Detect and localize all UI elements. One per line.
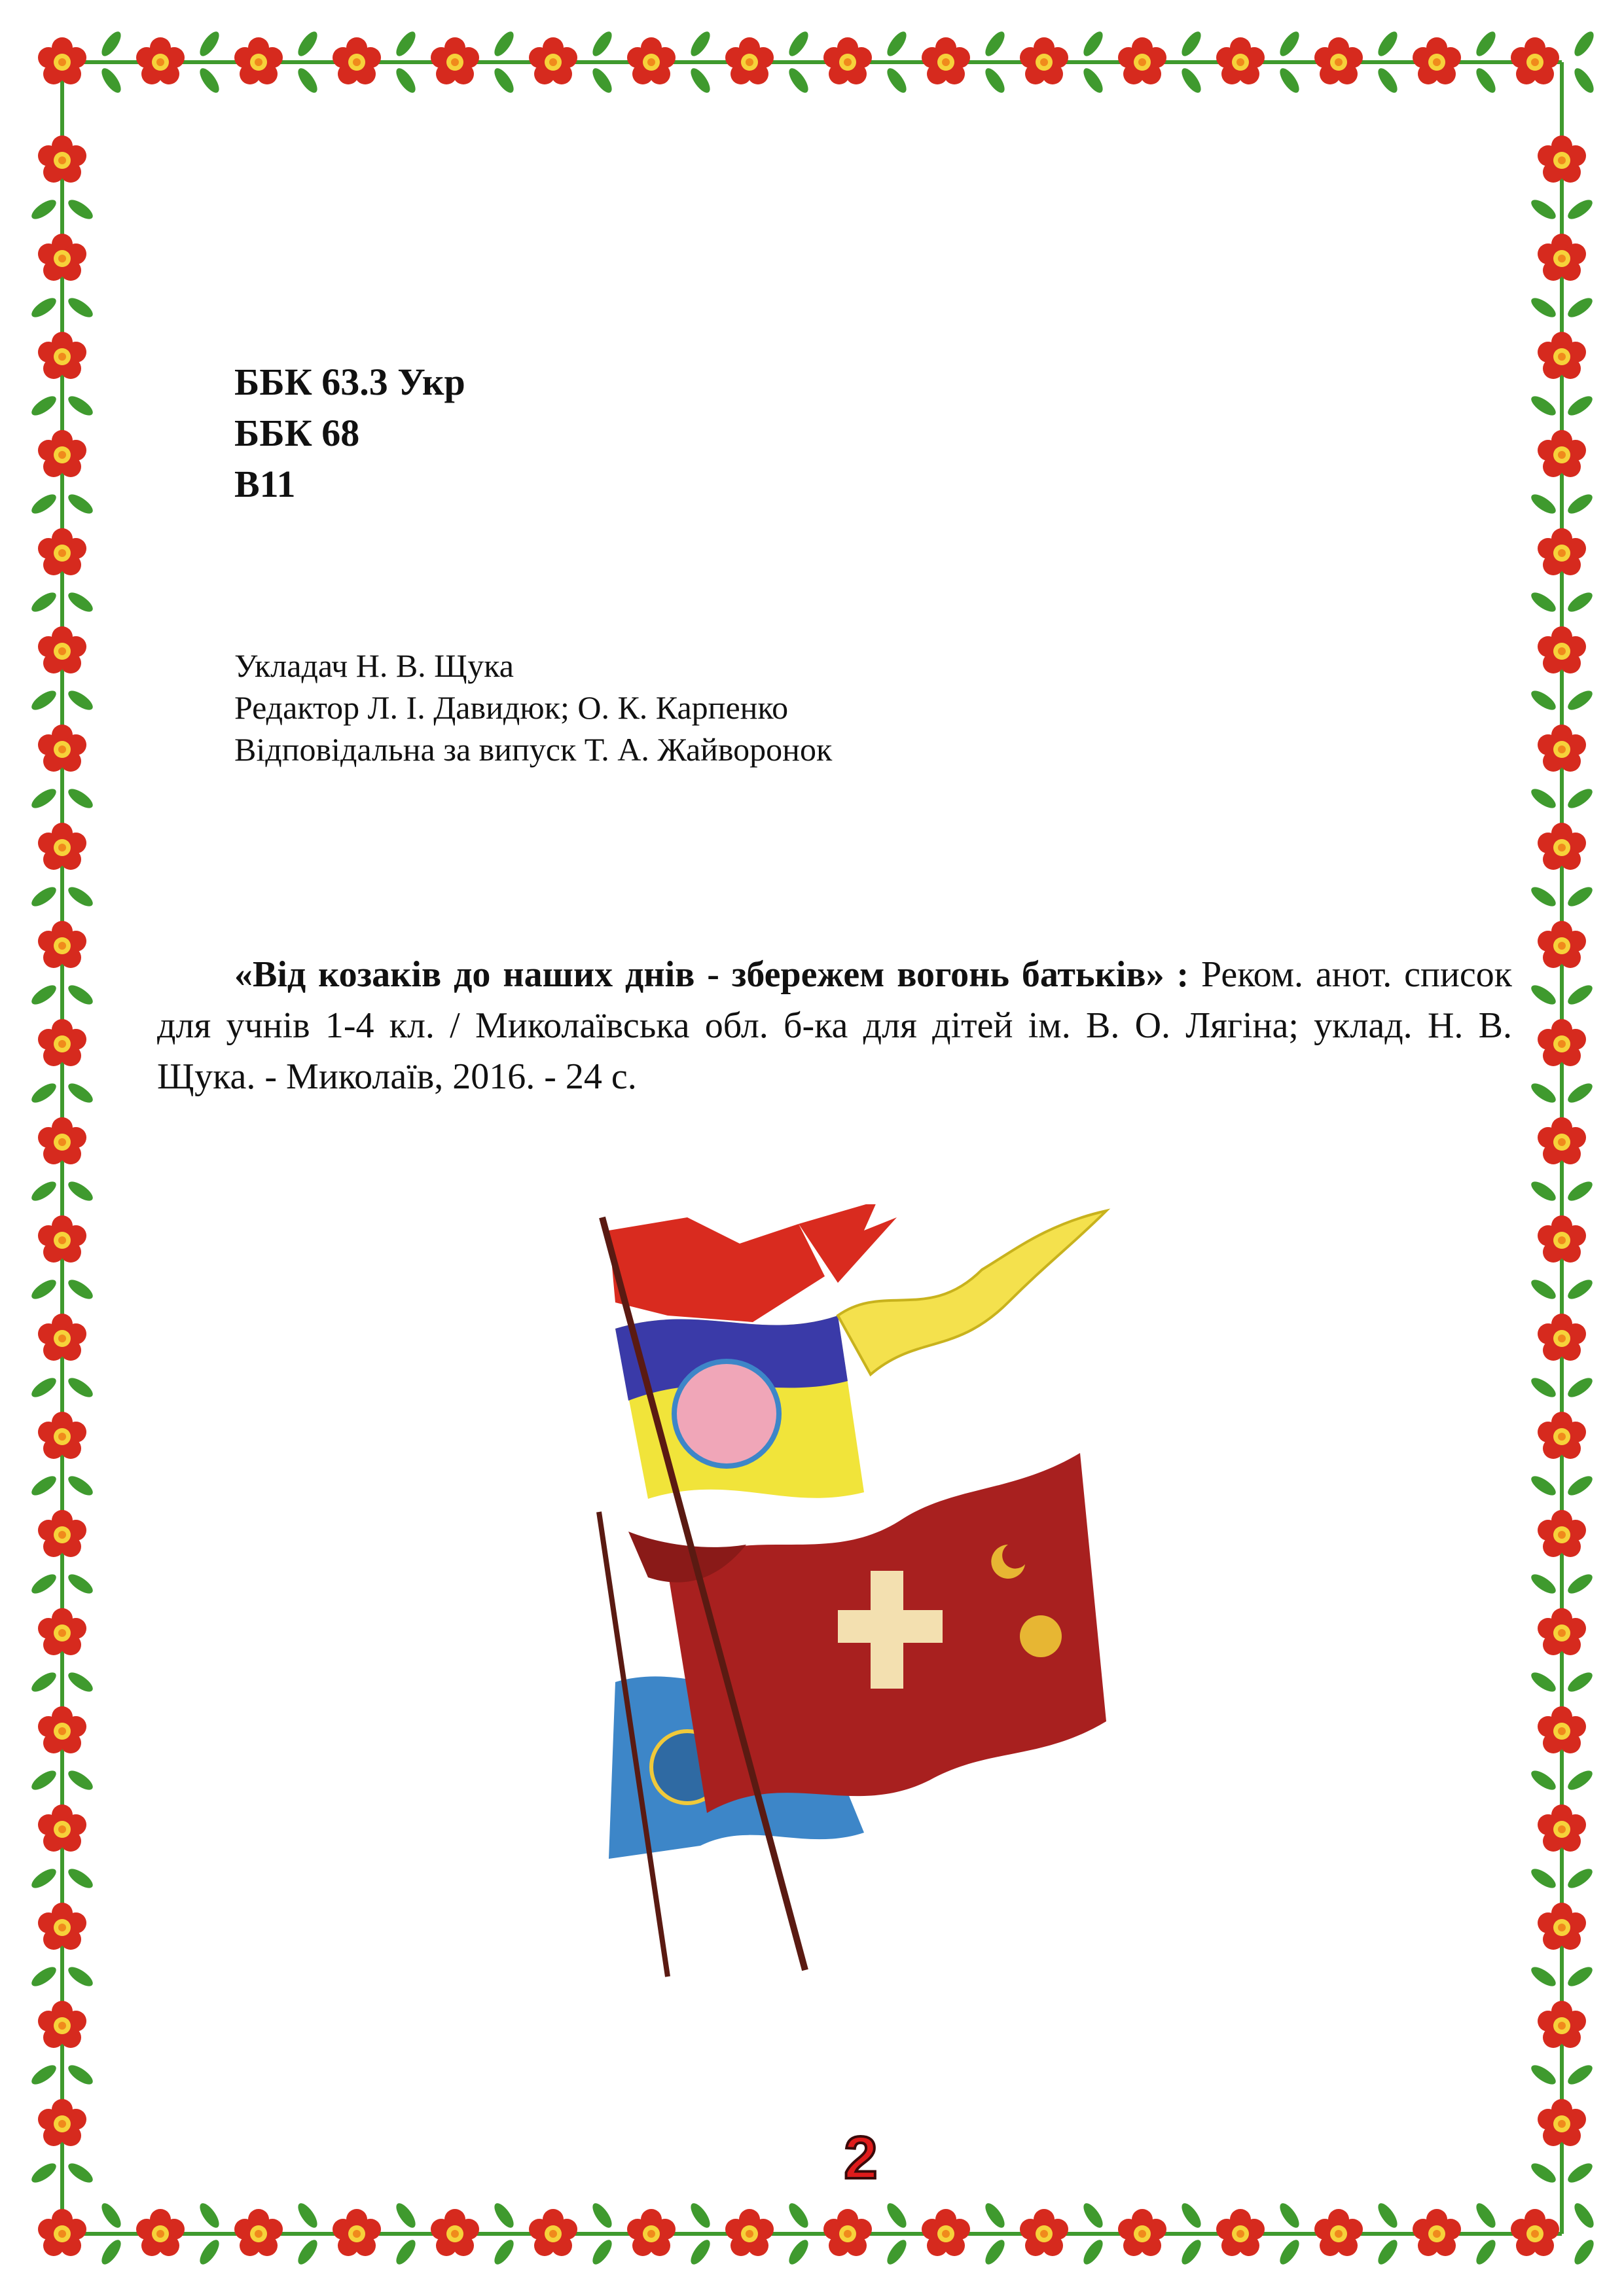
border-leaf xyxy=(1528,491,1559,517)
border-flower xyxy=(38,1117,86,1164)
border-leaf xyxy=(98,2237,124,2267)
border-leaf xyxy=(295,2200,321,2231)
border-flower xyxy=(1538,1117,1586,1164)
border-leaf xyxy=(65,491,96,517)
border-flower xyxy=(234,2209,283,2256)
border-leaf xyxy=(1276,29,1303,59)
border-flower xyxy=(1538,1019,1586,1066)
border-leaf xyxy=(491,29,517,59)
border-leaf xyxy=(1473,29,1499,59)
border-flower xyxy=(922,37,970,84)
border-leaf xyxy=(1080,2237,1106,2267)
border-leaf xyxy=(1528,196,1559,223)
border-leaf xyxy=(29,491,59,517)
border-leaf xyxy=(1528,393,1559,419)
border-flower xyxy=(136,2209,185,2256)
border-leaf xyxy=(29,393,59,419)
border-leaf xyxy=(1528,2062,1559,2088)
border-flower xyxy=(38,528,86,575)
border-leaf xyxy=(1528,1669,1559,1695)
border-leaf xyxy=(1528,1473,1559,1499)
border-leaf xyxy=(687,2237,713,2267)
border-leaf xyxy=(884,65,910,96)
border-leaf xyxy=(98,2200,124,2231)
border-leaf xyxy=(65,2062,96,2088)
border-leaf xyxy=(1565,295,1595,321)
border-flower xyxy=(1216,2209,1265,2256)
border-flower xyxy=(1538,528,1586,575)
border-leaf xyxy=(1565,982,1595,1008)
border-leaf xyxy=(1528,1865,1559,1892)
border-leaf xyxy=(65,589,96,615)
border-leaf xyxy=(29,295,59,321)
border-leaf xyxy=(29,196,59,223)
border-flower xyxy=(38,332,86,379)
border-leaf xyxy=(785,2237,812,2267)
border-leaf xyxy=(785,29,812,59)
border-leaf xyxy=(65,1865,96,1892)
border-leaf xyxy=(1565,393,1595,419)
compiler-line: Укладач Н. В. Щука xyxy=(234,647,514,684)
border-leaf xyxy=(1178,29,1204,59)
border-leaf xyxy=(589,2200,615,2231)
border-flower xyxy=(38,2099,86,2146)
border-leaf xyxy=(1473,2200,1499,2231)
border-leaf xyxy=(196,29,223,59)
border-leaf xyxy=(29,1276,59,1302)
border-leaf xyxy=(65,1374,96,1401)
border-leaf xyxy=(1565,589,1595,615)
border-leaf xyxy=(65,1178,96,1204)
border-flower xyxy=(136,37,185,84)
border-leaf xyxy=(687,29,713,59)
border-leaf xyxy=(29,1571,59,1597)
border-leaf xyxy=(65,393,96,419)
border-flower xyxy=(1314,2209,1363,2256)
border-leaf xyxy=(1375,2237,1401,2267)
border-leaf xyxy=(1528,982,1559,1008)
border-leaf xyxy=(1565,1571,1595,1597)
border-flower xyxy=(529,37,577,84)
bbk-line-2: ББК 68 xyxy=(234,412,360,454)
border-leaf xyxy=(1528,2160,1559,2186)
border-flower xyxy=(38,1412,86,1459)
border-leaf xyxy=(65,2160,96,2186)
border-leaf xyxy=(65,1669,96,1695)
border-flower xyxy=(1538,2099,1586,2146)
border-leaf xyxy=(65,1473,96,1499)
border-leaf xyxy=(1080,2200,1106,2231)
border-flower xyxy=(38,430,86,477)
bbk-classification xyxy=(234,357,465,510)
border-leaf xyxy=(393,2237,419,2267)
border-leaf xyxy=(393,2200,419,2231)
border-leaf xyxy=(982,65,1008,96)
border-leaf xyxy=(1528,1767,1559,1793)
border-leaf xyxy=(589,29,615,59)
border-leaf xyxy=(1565,1473,1595,1499)
border-flower xyxy=(1216,37,1265,84)
border-leaf xyxy=(1565,687,1595,713)
border-leaf xyxy=(65,982,96,1008)
bibliographic-annotation xyxy=(157,949,1512,1102)
border-leaf xyxy=(1571,65,1597,96)
border-leaf xyxy=(491,2200,517,2231)
border-flower xyxy=(1538,332,1586,379)
border-leaf xyxy=(29,982,59,1008)
border-leaf xyxy=(29,1080,59,1106)
border-leaf xyxy=(884,2200,910,2231)
border-leaf xyxy=(65,1080,96,1106)
editor-line: Редактор Л. І. Давидюк; О. К. Карпенко xyxy=(234,689,789,726)
annotation-details: Реком. анот. список для учнів 1-4 кл. / Миколаївська обл. б-ка для дітей ім. В. О. Лягіна; уклад. Н. В. Щука. - Миколаїв, 2016. - 24 с. xyxy=(157,954,1512,1097)
border-flower xyxy=(38,1706,86,1753)
border-leaf xyxy=(1565,491,1595,517)
border-leaf xyxy=(65,687,96,713)
bbk-line-3: В11 xyxy=(234,463,296,505)
border-leaf xyxy=(29,1473,59,1499)
border-leaf xyxy=(1528,884,1559,910)
border-flower xyxy=(529,2209,577,2256)
border-leaf xyxy=(29,2062,59,2088)
border-flower xyxy=(725,37,774,84)
border-leaf xyxy=(65,1571,96,1597)
border-leaf xyxy=(785,65,812,96)
border-flower xyxy=(38,921,86,968)
border-leaf xyxy=(687,65,713,96)
border-flower xyxy=(38,1608,86,1655)
border-leaf xyxy=(65,785,96,812)
border-leaf xyxy=(1528,1178,1559,1204)
border-leaf xyxy=(393,65,419,96)
border-leaf xyxy=(1473,65,1499,96)
border-leaf xyxy=(1528,295,1559,321)
border-flower xyxy=(627,37,676,84)
border-leaf xyxy=(1565,785,1595,812)
border-flower xyxy=(1538,135,1586,183)
border-leaf xyxy=(1528,1374,1559,1401)
border-leaf xyxy=(1565,1669,1595,1695)
border-leaf xyxy=(65,1964,96,1990)
border-flower xyxy=(1413,2209,1461,2256)
border-leaf xyxy=(1178,2237,1204,2267)
border-flower xyxy=(38,1019,86,1066)
border-flower xyxy=(1413,37,1461,84)
border-flower xyxy=(1538,823,1586,870)
border-flower xyxy=(333,37,381,84)
border-leaf xyxy=(1375,65,1401,96)
border-leaf xyxy=(98,29,124,59)
border-flower xyxy=(1538,1903,1586,1950)
border-leaf xyxy=(65,196,96,223)
border-leaf xyxy=(1375,2200,1401,2231)
responsible-line: Відповідальна за випуск Т. А. Жайворонок xyxy=(234,731,833,768)
border-leaf xyxy=(491,2237,517,2267)
border-leaf xyxy=(1528,1080,1559,1106)
border-flower xyxy=(1538,921,1586,968)
border-flower xyxy=(38,626,86,673)
border-leaf xyxy=(29,687,59,713)
border-flower xyxy=(1538,1215,1586,1263)
border-leaf xyxy=(1528,687,1559,713)
border-leaf xyxy=(785,2200,812,2231)
border-leaf xyxy=(1565,2062,1595,2088)
border-leaf xyxy=(1528,785,1559,812)
border-flower xyxy=(1538,1706,1586,1753)
border-leaf xyxy=(29,589,59,615)
border-leaf xyxy=(1565,1865,1595,1892)
border-leaf xyxy=(1565,1178,1595,1204)
border-leaf xyxy=(29,1767,59,1793)
border-leaf xyxy=(65,295,96,321)
border-leaf xyxy=(29,1865,59,1892)
border-leaf xyxy=(1565,196,1595,223)
border-flower xyxy=(38,1903,86,1950)
border-flower xyxy=(38,823,86,870)
border-flower xyxy=(38,1510,86,1557)
border-flower xyxy=(1538,626,1586,673)
border-leaf xyxy=(1571,29,1597,59)
border-flower xyxy=(1538,1412,1586,1459)
border-leaf xyxy=(589,65,615,96)
border-flower xyxy=(1020,2209,1068,2256)
border-leaf xyxy=(1276,2237,1303,2267)
border-flower xyxy=(1020,37,1068,84)
credits-block xyxy=(234,645,832,770)
border-flower xyxy=(823,2209,872,2256)
border-leaf xyxy=(29,1374,59,1401)
border-flower xyxy=(38,2209,86,2256)
border-flower xyxy=(38,135,86,183)
border-leaf xyxy=(1375,29,1401,59)
border-flower xyxy=(1538,1608,1586,1655)
border-leaf xyxy=(65,884,96,910)
bbk-line-1: ББК 63.3 Укр xyxy=(234,361,465,403)
border-flower xyxy=(627,2209,676,2256)
border-leaf xyxy=(1276,2200,1303,2231)
border-leaf xyxy=(1565,1374,1595,1401)
border-leaf xyxy=(1565,1276,1595,1302)
border-leaf xyxy=(65,1276,96,1302)
border-flower xyxy=(38,1215,86,1263)
border-flower xyxy=(38,1314,86,1361)
border-flower xyxy=(38,37,86,84)
border-leaf xyxy=(98,65,124,96)
border-flower xyxy=(431,37,479,84)
border-flower xyxy=(725,2209,774,2256)
border-flower xyxy=(38,1804,86,1852)
border-leaf xyxy=(196,2237,223,2267)
border-flower xyxy=(38,234,86,281)
border-leaf xyxy=(1178,65,1204,96)
border-leaf xyxy=(982,29,1008,59)
border-leaf xyxy=(1565,1080,1595,1106)
border-leaf xyxy=(982,2200,1008,2231)
border-leaf xyxy=(1565,884,1595,910)
border-flower xyxy=(1314,37,1363,84)
page-number: 2 xyxy=(844,2125,878,2191)
border-leaf xyxy=(1080,29,1106,59)
border-leaf xyxy=(1528,1964,1559,1990)
border-flower xyxy=(431,2209,479,2256)
border-flower xyxy=(333,2209,381,2256)
border-flower xyxy=(1511,37,1559,84)
border-leaf xyxy=(65,1767,96,1793)
border-flower xyxy=(38,2001,86,2048)
border-leaf xyxy=(29,1964,59,1990)
border-leaf xyxy=(491,65,517,96)
border-leaf xyxy=(1276,65,1303,96)
border-leaf xyxy=(295,2237,321,2267)
border-leaf xyxy=(29,785,59,812)
border-leaf xyxy=(884,2237,910,2267)
border-leaf xyxy=(687,2200,713,2231)
border-flower xyxy=(1118,2209,1166,2256)
border-leaf xyxy=(1178,2200,1204,2231)
border-leaf xyxy=(1571,2200,1597,2231)
border-leaf xyxy=(1528,1276,1559,1302)
border-leaf xyxy=(1565,1767,1595,1793)
border-leaf xyxy=(295,65,321,96)
border-flower xyxy=(1118,37,1166,84)
border-leaf xyxy=(1571,2237,1597,2267)
border-flower xyxy=(1538,1314,1586,1361)
border-leaf xyxy=(1565,1964,1595,1990)
border-leaf xyxy=(29,1178,59,1204)
border-leaf xyxy=(1528,589,1559,615)
border-leaf xyxy=(29,1669,59,1695)
border-leaf xyxy=(884,29,910,59)
border-leaf xyxy=(393,29,419,59)
annotation-title: «Від козаків до наших днів - збережем вогонь батьків» : xyxy=(234,954,1189,995)
border-leaf xyxy=(1528,1571,1559,1597)
border-flower xyxy=(1538,2001,1586,2048)
border-flower xyxy=(1511,2209,1559,2256)
border-leaf xyxy=(589,2237,615,2267)
border-leaf xyxy=(1473,2237,1499,2267)
border-leaf xyxy=(196,2200,223,2231)
border-flower xyxy=(1538,725,1586,772)
border-flower xyxy=(1538,234,1586,281)
border-flower xyxy=(823,37,872,84)
border-leaf xyxy=(29,884,59,910)
border-leaf xyxy=(29,2160,59,2186)
border-leaf xyxy=(196,65,223,96)
border-flower xyxy=(1538,1804,1586,1852)
border-leaf xyxy=(295,29,321,59)
border-leaf xyxy=(1565,2160,1595,2186)
border-flower xyxy=(38,725,86,772)
border-flower xyxy=(1538,1510,1586,1557)
border-flower xyxy=(234,37,283,84)
border-leaf xyxy=(1080,65,1106,96)
cossack-flags-illustration xyxy=(589,1204,1152,1990)
border-leaf xyxy=(982,2237,1008,2267)
border-flower xyxy=(1538,430,1586,477)
border-flower xyxy=(922,2209,970,2256)
